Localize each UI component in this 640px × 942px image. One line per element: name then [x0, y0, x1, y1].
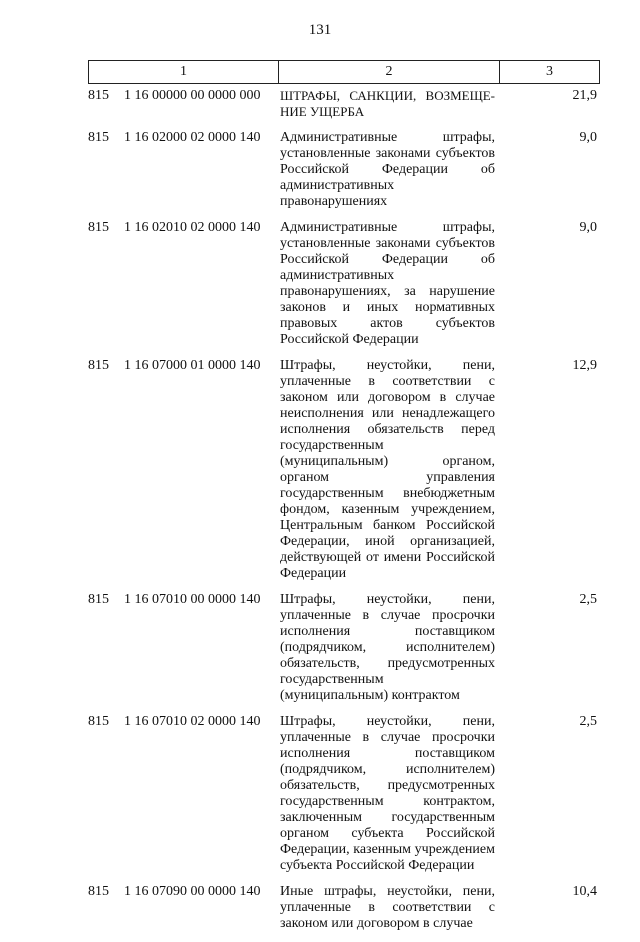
- agency-code: 815: [88, 88, 109, 103]
- header-col-3: 3: [500, 61, 600, 84]
- item-amount: 9,0: [579, 220, 597, 235]
- budget-code: [88, 884, 278, 932]
- budget-code: [88, 714, 278, 874]
- agency-code: 815: [88, 884, 109, 899]
- table-header: [88, 60, 600, 84]
- budget-code: [88, 130, 278, 210]
- header-col-1: 1: [89, 61, 279, 84]
- item-amount: 12,9: [572, 358, 597, 373]
- budget-code: [88, 88, 278, 120]
- classification-code: 1 16 07010 00 0000 140: [124, 592, 261, 607]
- page-number: 131: [308, 22, 332, 38]
- item-amount: 2,5: [579, 714, 597, 729]
- classification-code: 1 16 07090 00 0000 140: [124, 884, 261, 899]
- agency-code: 815: [88, 130, 109, 145]
- item-name: Штрафы, неустойки, пени, уплаченные в случае просрочки исполнения поставщиком (подрядчиком, исполнителем) обязательств, предусмотренных государственным (муниципальным) контрактом: [280, 592, 495, 703]
- table-row: [88, 358, 599, 582]
- item-name: Иные штрафы, неустойки, пени, уплаченные в соответствии с законом или договором в случае: [280, 884, 495, 931]
- item-amount: 10,4: [572, 884, 597, 899]
- agency-code: 815: [88, 714, 109, 729]
- item-name: ШТРАФЫ, САНКЦИИ, ВОЗМЕЩЕ-НИЕ УЩЕРБА: [280, 88, 495, 119]
- table-row: [88, 220, 599, 348]
- table-row: [88, 714, 599, 874]
- agency-code: 815: [88, 220, 109, 235]
- classification-code: 1 16 02000 02 0000 140: [124, 130, 261, 145]
- item-name: Штрафы, неустойки, пени, уплаченные в случае просрочки исполнения поставщиком (подрядчиком, исполнителем) обязательств, предусмотренных государственным контрактом, заключенным государственным органом субъекта Российской Федерации, казенным учреждением субъекта Российской Федерации: [280, 714, 495, 873]
- item-amount: 9,0: [579, 130, 597, 145]
- item-amount: 21,9: [572, 88, 597, 103]
- item-name: Административные штрафы, установленные законами субъектов Российской Федерации об административных правонарушениях, за нарушение законов и иных нормативных правовых актов субъектов Российской Федерации: [280, 220, 495, 347]
- table-row: [88, 88, 599, 120]
- item-amount: 2,5: [579, 592, 597, 607]
- classification-code: 1 16 07000 01 0000 140: [124, 358, 261, 373]
- agency-code: 815: [88, 358, 109, 373]
- header-row: [89, 61, 600, 84]
- header-col-2: 2: [279, 61, 500, 84]
- table-body: [88, 88, 599, 942]
- budget-code: [88, 358, 278, 582]
- item-name: Штрафы, неустойки, пени, уплаченные в соответствии с законом или договором в случае неисполнения или ненадлежащего исполнения обязательств перед государственным (муниципальным) органом, органом управления государственным внебюджетным фондом, казенным учреждением, Центральным банком Российской Федерации, иной организацией, действующей от имени Российской Федерации: [280, 358, 495, 581]
- table-row: [88, 884, 599, 932]
- table-row: [88, 592, 599, 704]
- budget-code: [88, 220, 278, 348]
- budget-code: [88, 592, 278, 704]
- table-row: [88, 130, 599, 210]
- classification-code: 1 16 07010 02 0000 140: [124, 714, 261, 729]
- item-name: Административные штрафы, установленные законами субъектов Российской Федерации об административных правонарушениях: [280, 130, 495, 209]
- classification-code: 1 16 00000 00 0000 000: [124, 88, 261, 103]
- classification-code: 1 16 02010 02 0000 140: [124, 220, 261, 235]
- agency-code: 815: [88, 592, 109, 607]
